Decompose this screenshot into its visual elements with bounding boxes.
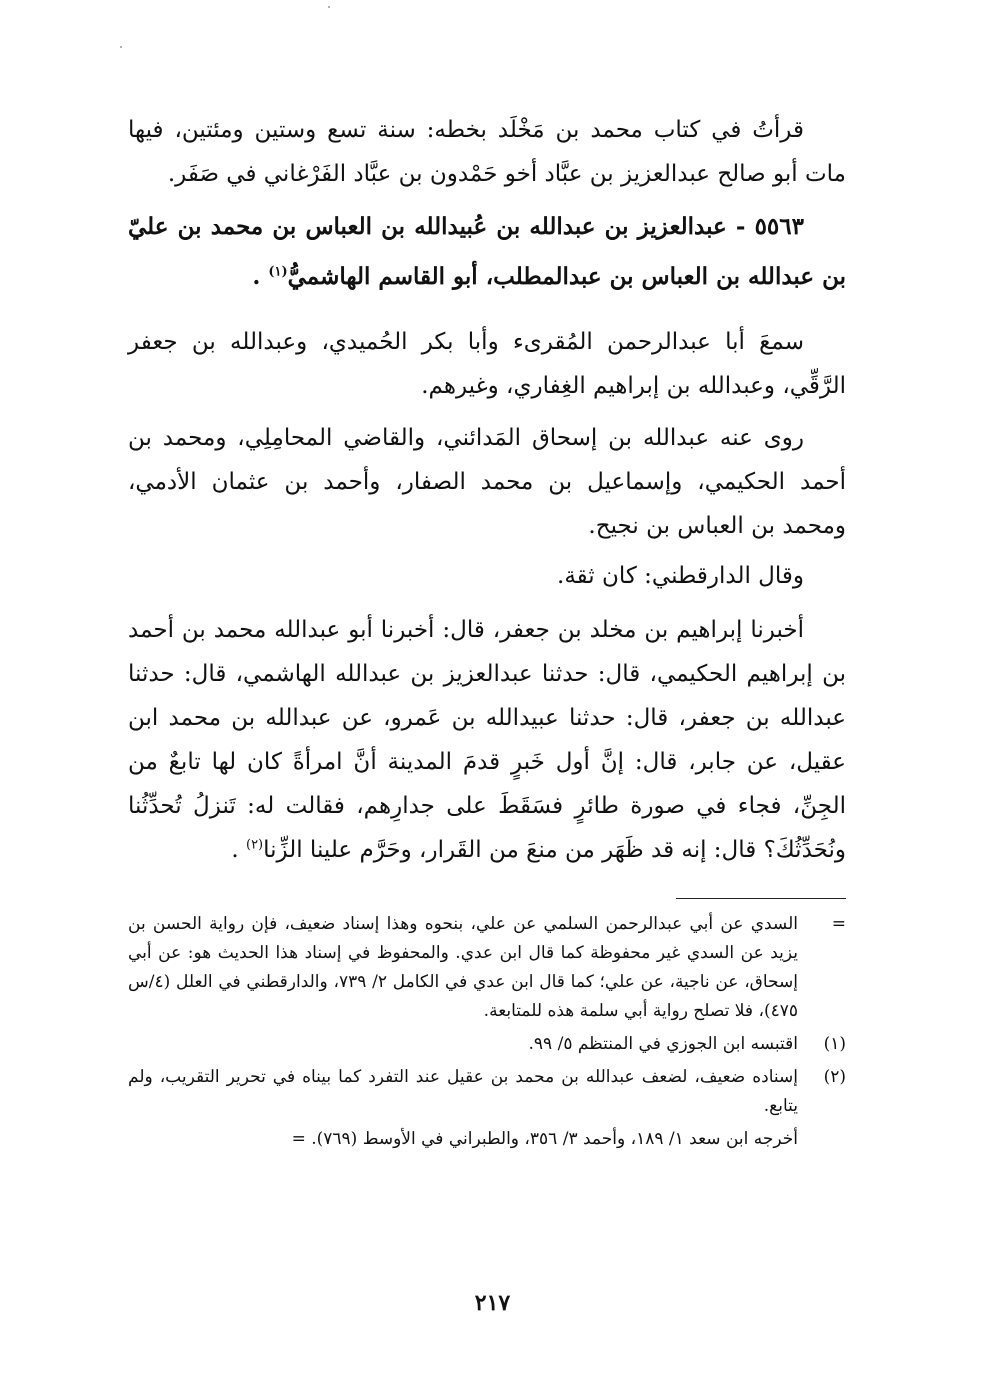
- footnote-divider: [676, 898, 846, 899]
- footnotes-section: [128, 910, 846, 1154]
- footnote-2: [128, 1063, 846, 1121]
- footnote-ref-2: (٢): [245, 837, 264, 853]
- footnote-number: (٢): [823, 1067, 846, 1087]
- entry-heading-text: ٥٥٦٣ - عبدالعزيز بن عبدالله بن عُبيدالله بن العباس بن محمد بن عليّ بن عبدالله بن العباس بن عبدالمطلب، أبو القاسم الهاشميُّ: [128, 213, 846, 290]
- footnote-1: [128, 1030, 846, 1059]
- footnote-last-line: أخرجه ابن سعد ١/ ١٨٩، وأحمد ٣/ ٣٥٦، والطبراني في الأوسط (٧٦٩). =: [291, 1129, 798, 1149]
- paragraph-narrators: روى عنه عبدالله بن إسحاق المَدائني، والقاضي المحامِلِي، ومحمد بن أحمد الحكيمي، وإسماعيل بن محمد الصفار، وأحمد بن عثمان الأدمي، ومحمد بن العباس بن نجيح.: [128, 425, 846, 539]
- footnote-text: إسناده ضعيف، لضعف عبدالله بن محمد بن عقيل عند التفرد كما بيناه في تحرير التقريب، ولم يتابع.: [128, 1067, 798, 1116]
- paragraph-heard-from: سمعَ أبا عبدالرحمن المُقرىء وأبا بكر الحُميدي، وعبدالله بن جعفر الرَّقِّي، وعبدالله بن إبراهيم الغِفاري، وغيرهم.: [128, 329, 846, 399]
- continuation-marker: =: [831, 914, 846, 934]
- footnote-continuation: [128, 910, 846, 1026]
- scan-speck: [120, 46, 122, 48]
- footnote-number: (١): [823, 1034, 846, 1054]
- hadith-text: أخبرنا إبراهيم بن مخلد بن جعفر، قال: أخبرنا أبو عبدالله محمد بن أحمد بن إبراهيم الحكيمي، قال: حدثنا عبدالعزيز بن عبدالله الهاشمي، قال: حدثنا عبدالله بن جعفر، قال: حدثنا عبيدالله بن عَمرو، عن عبدالله بن محمد ابن عقيل، عن جابر، قال: إنَّ أول خَبرٍ قدمَ المدينة أنَّ امرأةً كان لها تابعٌ من الجِنِّ، فجاء في صورة طائرٍ فسَقَطَ على جدارِهم، فقالت له: تَنزلُ تُحدِّثُنا ونُحَدِّثُكَ؟ قال: إنه قد ظَهَر من منعَ من القَرار، وحَرَّم علينا الزِّنا: [128, 617, 846, 863]
- hadith-end: .: [231, 837, 246, 863]
- scan-speck: [328, 6, 330, 8]
- entry-heading-end: .: [252, 263, 269, 290]
- footnote-continuation-text: السدي عن أبي عبدالرحمن السلمي عن علي، بنحوه وهذا إسناد ضعيف، فإن رواية الحسن بن يزيد عن السدي غير محفوظة كما قال ابن عدي. والمحفوظ في إسناد هذا الحديث هو: عن أبي إسحاق، عن ناجية، عن علي؛ كما قال ابن عدي في الكامل ٢/ ٧٣٩، والدارقطني في العلل (٤/س ٤٧٥)، فلا تصلح رواية أبي سلمة هذه للمتابعة.: [128, 914, 798, 1021]
- footnote-text: اقتبسه ابن الجوزي في المنتظم ٥/ ٩٩.: [528, 1034, 798, 1054]
- page-number: ٢١٧: [474, 1290, 511, 1316]
- entry-heading: [128, 202, 846, 302]
- paragraph-intro: قرأتُ في كتاب محمد بن مَخْلَد بخطه: سنة تسع وستين ومئتين، فيها مات أبو صالح عبدالعزيز بن عبَّاد أخو حَمْدون بن عبَّاد الفَرْغاني في صَفَر.: [128, 117, 846, 187]
- paragraph-daraqutni: وقال الدارقطني: كان ثقة.: [557, 563, 804, 589]
- main-text: [128, 108, 846, 872]
- paragraph-hadith: [128, 608, 846, 872]
- footnote-ref-1: (١): [268, 264, 288, 280]
